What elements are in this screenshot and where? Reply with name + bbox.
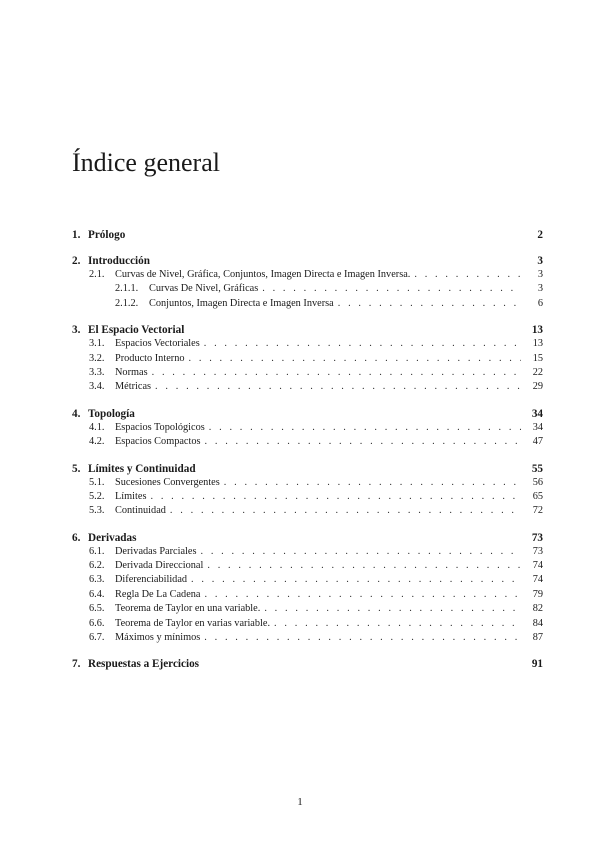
chapter-number: 7. (72, 658, 81, 671)
section-number: 6.1. (89, 545, 105, 557)
toc-chapter[interactable] (72, 657, 543, 671)
page-title: Índice general (72, 148, 220, 177)
chapter-title: El Espacio Vectorial (88, 324, 185, 337)
section-title: Sucesiones Convergentes (115, 476, 220, 488)
section-title: Derivadas Parciales (115, 545, 197, 557)
chapter-title: Respuestas a Ejercicios (88, 658, 200, 671)
toc-subsection[interactable] (72, 282, 543, 296)
toc-section[interactable] (72, 476, 543, 490)
dot-leader (220, 476, 521, 490)
section-number: 6.4. (89, 588, 105, 600)
toc-chapter[interactable] (72, 254, 543, 268)
section-number: 2.1. (89, 269, 105, 280)
section-number: 5.1. (89, 476, 105, 488)
toc-section[interactable] (72, 631, 543, 645)
section-number: 2.1.1. (115, 283, 139, 295)
section-title: Continuidad (115, 505, 166, 517)
section-title: Regla De La Cadena (115, 588, 201, 600)
chapter-page: 13 (531, 324, 543, 337)
section-title: Máximos y mínimos (115, 632, 201, 644)
dot-leader (200, 337, 521, 351)
toc-section[interactable] (72, 421, 543, 435)
dot-leader (410, 268, 521, 282)
section-title: Diferenciabilidad (115, 574, 188, 586)
toc-section[interactable] (72, 559, 543, 573)
chapter-page: 91 (531, 658, 543, 671)
section-page: 47 (532, 436, 543, 448)
toc-section[interactable] (72, 380, 543, 394)
chapter-title: Prólogo (88, 229, 126, 241)
dot-leader (187, 573, 521, 587)
chapter-number: 5. (72, 462, 81, 475)
chapter-title: Derivadas (88, 531, 137, 544)
chapter-spacer (72, 645, 543, 657)
toc-chapter[interactable] (72, 462, 543, 476)
section-title: Curvas De Nivel, Gráficas (149, 283, 259, 295)
dot-leader (148, 366, 521, 380)
dot-leader (260, 602, 521, 616)
section-number: 5.3. (89, 505, 105, 517)
section-page: 6 (537, 297, 543, 309)
toc-section[interactable] (72, 545, 543, 559)
section-title: Espacios Compactos (115, 436, 201, 448)
chapter-spacer (72, 395, 543, 407)
chapter-page: 55 (531, 462, 543, 475)
chapter-number: 4. (72, 407, 81, 420)
section-number: 6.5. (89, 603, 105, 615)
section-page: 82 (532, 603, 543, 615)
section-number: 4.1. (89, 421, 105, 433)
section-number: 3.3. (89, 366, 105, 378)
section-title: Producto Interno (115, 352, 185, 364)
toc-chapter[interactable] (72, 323, 543, 337)
dot-leader (200, 631, 521, 645)
chapter-number: 3. (72, 324, 81, 337)
section-page: 29 (532, 381, 543, 393)
chapter-spacer (72, 311, 543, 323)
section-number: 6.7. (89, 632, 105, 644)
section-title: Límites (115, 490, 147, 502)
chapter-page: 73 (531, 531, 543, 544)
dot-leader (200, 588, 521, 602)
dot-leader (205, 421, 521, 435)
section-page: 3 (537, 283, 543, 295)
chapter-spacer (72, 519, 543, 531)
chapter-number: 1. (72, 229, 81, 241)
dot-leader (166, 504, 521, 518)
section-page: 72 (532, 505, 543, 517)
page-number: 1 (297, 796, 303, 808)
section-number: 3.2. (89, 352, 105, 364)
section-number: 5.2. (89, 490, 105, 502)
dot-leader (185, 352, 522, 366)
toc-section[interactable] (72, 366, 543, 380)
dot-leader (258, 282, 521, 296)
section-page: 3 (537, 269, 543, 280)
toc-section[interactable] (72, 617, 543, 631)
section-title: Métricas (115, 381, 152, 393)
section-page: 22 (532, 366, 543, 378)
section-title: Curvas de Nivel, Gráfica, Conjuntos, Imagen Directa e Imagen Inversa. (115, 269, 411, 280)
section-page: 56 (532, 476, 543, 488)
dot-leader (196, 545, 521, 559)
toc-section[interactable] (72, 352, 543, 366)
toc-section[interactable] (72, 490, 543, 504)
chapter-page: 3 (537, 255, 543, 267)
section-number: 6.2. (89, 560, 105, 572)
section-page: 73 (532, 545, 543, 557)
section-number: 4.2. (89, 436, 105, 448)
table-of-contents (72, 228, 543, 671)
chapter-title: Topología (88, 407, 135, 420)
toc-section[interactable] (72, 504, 543, 518)
chapter-title: Introducción (88, 255, 150, 267)
chapter-number: 6. (72, 531, 81, 544)
section-number: 6.3. (89, 574, 105, 586)
chapter-page: 34 (531, 407, 543, 420)
toc-subsection[interactable] (72, 297, 543, 311)
chapter-spacer (72, 242, 543, 254)
section-title: Teorema de Taylor en una variable. (115, 603, 261, 615)
section-title: Derivada Direccional (115, 560, 204, 572)
chapter-spacer (72, 450, 543, 462)
dot-leader (203, 559, 521, 573)
toc-chapter[interactable] (72, 407, 543, 421)
dot-leader (334, 297, 521, 311)
toc-section[interactable] (72, 337, 543, 351)
dot-leader (151, 380, 521, 394)
section-number: 3.1. (89, 338, 105, 350)
chapter-title: Límites y Continuidad (88, 462, 196, 475)
section-page: 74 (532, 560, 543, 572)
dot-leader (201, 435, 521, 449)
section-page: 79 (532, 588, 543, 600)
section-page: 15 (532, 352, 543, 364)
section-number: 6.6. (89, 617, 105, 629)
toc-chapter[interactable] (72, 531, 543, 545)
section-page: 84 (532, 617, 543, 629)
toc-section[interactable] (72, 268, 543, 282)
toc-section[interactable] (72, 435, 543, 449)
dot-leader (146, 490, 521, 504)
chapter-page: 2 (537, 229, 543, 241)
toc-section[interactable] (72, 602, 543, 616)
section-title: Normas (115, 366, 148, 378)
section-page: 65 (532, 490, 543, 502)
section-page: 34 (532, 421, 543, 433)
section-page: 87 (532, 632, 543, 644)
section-title: Espacios Vectoriales (115, 338, 200, 350)
toc-section[interactable] (72, 588, 543, 602)
section-title: Conjuntos, Imagen Directa e Imagen Inversa (149, 297, 334, 309)
section-page: 74 (532, 574, 543, 586)
section-title: Espacios Topológicos (115, 421, 205, 433)
dot-leader (270, 617, 521, 631)
toc-chapter[interactable] (72, 228, 543, 242)
section-number: 3.4. (89, 381, 105, 393)
section-number: 2.1.2. (115, 297, 139, 309)
chapter-number: 2. (72, 255, 81, 267)
section-page: 13 (532, 338, 543, 350)
section-title: Teorema de Taylor en varias variable. (115, 617, 271, 629)
toc-section[interactable] (72, 573, 543, 587)
